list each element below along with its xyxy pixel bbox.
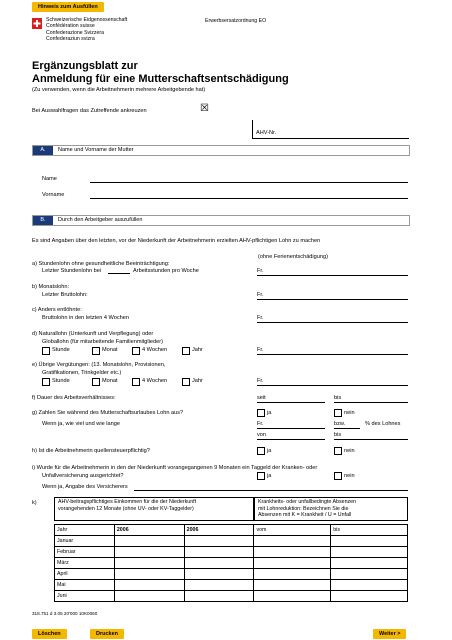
d-4wochen-label: 4 Wochen	[142, 347, 168, 353]
g-wie-label: Wenn ja, wie viel und wie lange	[42, 421, 120, 427]
g-bis-field[interactable]	[334, 439, 408, 440]
i-nein-label: nein	[344, 473, 355, 479]
d-jahr-checkbox[interactable]	[182, 347, 190, 355]
h-ja-label: ja	[267, 448, 272, 454]
weiter-button[interactable]: Weiter >	[373, 629, 406, 639]
d-fr-label: Fr.	[257, 347, 264, 353]
g-ja-label: ja	[267, 410, 272, 416]
k-head-right: Krankheits- oder unfallbedingte Absenzen mit Lohnreduktion: Bezeichnen Sie die Absenzen mit K = Krankheit / U = Unfall	[254, 497, 408, 521]
i-line2: Unfallversicherung ausgerichtet?	[42, 473, 124, 479]
table-row	[55, 591, 408, 602]
cell[interactable]	[184, 558, 254, 569]
col-year-2: 2006	[184, 525, 254, 536]
f-bis-label: bis	[334, 395, 342, 401]
a-line2b: Arbeitsstunden pro Woche	[133, 268, 199, 274]
instructions-button[interactable]: Hinweis zum Ausfüllen	[32, 2, 104, 12]
e-fr-label: Fr.	[257, 378, 264, 384]
cell[interactable]	[184, 569, 254, 580]
loeschen-button[interactable]: Löschen	[32, 629, 67, 639]
table-row	[55, 558, 408, 569]
col-vom: vom	[254, 525, 331, 536]
g-label: g) Zahlen Sie während des Mutterschaftsurlaubes Lohn aus?	[32, 410, 184, 416]
cell[interactable]	[254, 591, 331, 602]
ahv-label: AHV-Nr.	[256, 130, 277, 136]
c-fr-label: Fr.	[257, 315, 264, 321]
e-4wochen-label: 4 Wochen	[142, 378, 168, 384]
k-head-left: AHV-beitragspflichtiges Einkommen für die der Niederkunft vorangehenden 12 Monate (ohne UV- oder KV-Taggelder)	[54, 497, 254, 521]
cell[interactable]	[254, 558, 331, 569]
name-label: Name	[42, 176, 57, 182]
e-line1: e) Übrige Vergütungen: (13. Monatslohn, Provisionen,	[32, 362, 166, 368]
cell[interactable]	[184, 547, 254, 558]
month-label: Juni	[55, 591, 115, 602]
d-stunde-checkbox[interactable]	[42, 347, 50, 355]
versicherer-field[interactable]	[134, 490, 408, 491]
cell[interactable]	[114, 580, 184, 591]
eo-label: Erwerbsersatzordnung EO	[205, 18, 267, 24]
cell[interactable]	[254, 580, 331, 591]
cell[interactable]	[331, 569, 408, 580]
g-amount-field[interactable]	[257, 428, 325, 429]
g-nein-checkbox[interactable]	[334, 409, 342, 417]
cell[interactable]	[254, 536, 331, 547]
drucken-button[interactable]: Drucken	[90, 629, 124, 639]
e-stunde-checkbox[interactable]	[42, 378, 50, 386]
name-field[interactable]	[90, 182, 408, 183]
c-line1: c) Anders entlöhnte:	[32, 307, 82, 313]
c-amount-field[interactable]	[257, 322, 408, 323]
f-seit-field[interactable]	[257, 402, 325, 403]
confederation-label: Schweizerische Eidgenossenschaft Confédération suisse Confederazione Svizzera Confederaziun svizra	[46, 17, 128, 42]
cell[interactable]	[331, 591, 408, 602]
h-nein-label: nein	[344, 448, 355, 454]
cell[interactable]	[254, 547, 331, 558]
g-bzw-label: bzw.	[334, 421, 346, 427]
d-stunde-label: Stunde	[52, 347, 70, 353]
a-line1: a) Stundenlohn ohne gesundheitliche Beeinträchtigung:	[32, 261, 170, 267]
d-amount-field[interactable]	[257, 354, 408, 355]
e-jahr-checkbox[interactable]	[182, 378, 190, 386]
f-seit-label: seit	[257, 395, 266, 401]
col-bis: bis	[331, 525, 408, 536]
cell[interactable]	[331, 547, 408, 558]
income-table	[54, 524, 408, 602]
g-nein-label: nein	[344, 410, 355, 416]
i-line3: Wenn ja, Angabe des Versicherers	[42, 484, 128, 490]
page-title-line1: Ergänzungsblatt zur	[32, 60, 138, 72]
swiss-coat-of-arms-icon	[32, 18, 42, 29]
d-4wochen-checkbox[interactable]	[132, 347, 140, 355]
g-fr-label: Fr.	[257, 421, 264, 427]
b-fr-label: Fr.	[257, 292, 264, 298]
table-row	[55, 569, 408, 580]
month-label: Mai	[55, 580, 115, 591]
a-line2a: Letzter Stundenlohn bei	[42, 268, 102, 274]
cell[interactable]	[184, 536, 254, 547]
a-amount-field[interactable]	[257, 275, 408, 276]
g-bis-label: bis	[334, 432, 342, 438]
b-amount-field[interactable]	[257, 299, 408, 300]
a-fr-label: Fr.	[257, 268, 264, 274]
table-row	[55, 536, 408, 547]
instruction-text: Bei Auswahlfragen das Zutreffende ankreuzen	[32, 108, 147, 114]
cell[interactable]	[184, 580, 254, 591]
c-line2: Bruttolohn in den letzten 4 Wochen	[42, 315, 129, 321]
page-subtitle: (Zu verwenden, wenn die Arbeitnehmerin mehrere Arbeitgebende hat)	[32, 87, 206, 93]
g-pct-label: % des Lohnes	[365, 421, 401, 427]
e-amount-field[interactable]	[257, 385, 408, 386]
f-bis-field[interactable]	[334, 402, 408, 403]
i-ja-label: ja	[267, 473, 272, 479]
month-label: Februar	[55, 547, 115, 558]
cell[interactable]	[254, 569, 331, 580]
cell[interactable]	[114, 536, 184, 547]
vorname-field[interactable]	[90, 198, 408, 199]
cell[interactable]	[331, 580, 408, 591]
col-year-1: 2006	[114, 525, 184, 536]
g-von-label: von	[257, 432, 267, 438]
vorname-label: Vorname	[42, 192, 65, 198]
i-nein-checkbox[interactable]	[334, 472, 342, 480]
e-jahr-label: Jahr	[192, 378, 203, 384]
g-ja-checkbox[interactable]	[257, 409, 265, 417]
h-ja-checkbox[interactable]	[257, 447, 265, 455]
section-a-header: A. Name und Vorname der Mutter	[32, 145, 410, 156]
g-von-field[interactable]	[257, 439, 325, 440]
cell[interactable]	[114, 569, 184, 580]
table-row	[55, 580, 408, 591]
intro-text: Es sind Angaben über den letzten, vor der Niederkunft der Arbeitnehmerin erzielten AHV-pflichtigen Lohn zu machen	[32, 238, 321, 244]
f-label: f) Dauer des Arbeitsverhältnisses:	[32, 395, 116, 401]
d-jahr-label: Jahr	[192, 347, 203, 353]
e-monat-label: Monat	[102, 378, 118, 384]
e-stunde-label: Stunde	[52, 378, 70, 384]
e-monat-checkbox[interactable]	[92, 378, 100, 386]
g-percent-field[interactable]	[334, 428, 360, 429]
d-line1: d) Naturallohn (Unterkunft und Verpflegung) oder	[32, 331, 154, 337]
table-header-row	[55, 525, 408, 536]
k-label: k)	[32, 500, 37, 506]
h-label: h) Ist die Arbeitnehmerin quellensteuerpflichtig?	[32, 448, 150, 454]
d-line2: Globallohn (für mitarbeitende Familienmitglieder)	[42, 339, 163, 345]
cell[interactable]	[331, 536, 408, 547]
form-code: 318.751 d 3.05 20'000 10K0060	[32, 611, 98, 616]
month-label: Januar	[55, 536, 115, 547]
cell[interactable]	[114, 591, 184, 602]
cell[interactable]	[331, 558, 408, 569]
e-4wochen-checkbox[interactable]	[132, 378, 140, 386]
ferien-note: (ohne Ferienentschädigung)	[258, 254, 328, 260]
i-line1: i) Wurde für die Arbeitnehmerin in den der Niederkunft vorangegangenen 9 Monaten ein Taggeld der Kranken- oder	[32, 465, 318, 471]
b-line1: b) Monatslohn:	[32, 284, 70, 290]
hours-field[interactable]	[108, 273, 130, 274]
table-row	[55, 547, 408, 558]
crossed-checkbox-icon: ☒	[200, 103, 209, 114]
d-monat-checkbox[interactable]	[92, 347, 100, 355]
cell[interactable]	[114, 558, 184, 569]
cell[interactable]	[114, 547, 184, 558]
e-line2: Gratifikationen, Trinkgelder etc.)	[42, 370, 122, 376]
page-title-line2: Anmeldung für eine Mutterschaftsentschädigung	[32, 73, 289, 85]
month-label: April	[55, 569, 115, 580]
d-monat-label: Monat	[102, 347, 118, 353]
h-nein-checkbox[interactable]	[334, 447, 342, 455]
section-b-header: B. Durch den Arbeitgeber auszufüllen	[32, 215, 410, 226]
cell[interactable]	[184, 591, 254, 602]
col-jahr: Jahr	[55, 525, 115, 536]
month-label: März	[55, 558, 115, 569]
i-ja-checkbox[interactable]	[257, 472, 265, 480]
b-line2: Letzter Bruttolohn:	[42, 292, 88, 298]
